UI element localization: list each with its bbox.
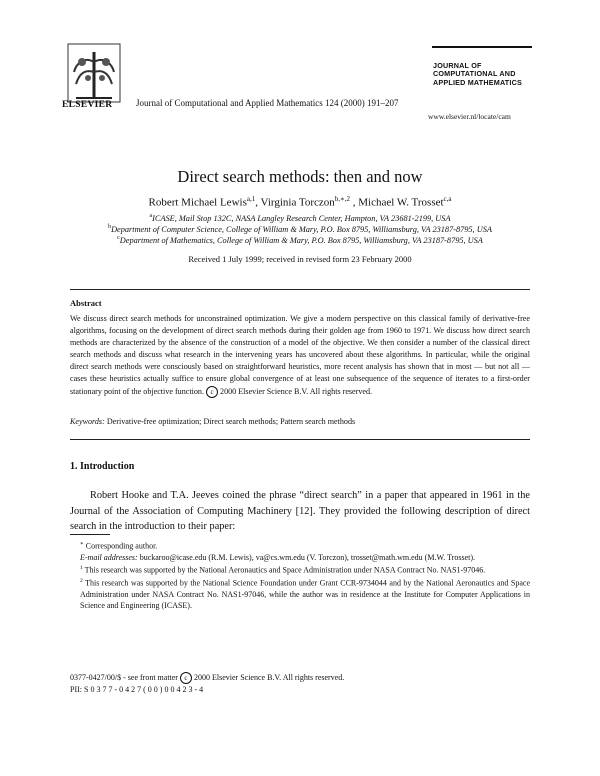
journal-title (433, 62, 522, 87)
author-name: Robert Michael Lewis (148, 196, 247, 209)
paper-title: Direct search methods: then and now (177, 167, 423, 186)
pii-line: PII: S 0 3 7 7 - 0 4 2 7 ( 0 0 ) 0 0 4 2 3 - 4 (70, 685, 204, 695)
author-affiliation-mark: a,1 (246, 195, 256, 203)
keywords-label: Keywords: (70, 417, 105, 426)
affiliation: $^a$ICASE, Mail Stop 132C, NASA Langley Research Center, Hampton, VA 23681-2199, USA (149, 213, 451, 223)
footnote-rule (70, 534, 110, 535)
abstract-heading: Abstract (70, 298, 102, 308)
footnote-1: $^1$ This research was supported by the National Aeronautics and Space Administration under NASA Contract No. NAS1-97046. (80, 565, 486, 575)
keywords (70, 417, 530, 426)
section-heading: 1. Introduction (70, 461, 135, 472)
author-name: Michael W. Trosset (358, 196, 444, 209)
journal-title-line: COMPUTATIONAL AND (433, 69, 516, 79)
affiliation: $^c$Department of Mathematics, College of William & Mary, P.O. Box 8795, Williamsburg, VA 23187-8795, USA (117, 235, 483, 245)
issn-line: 0377-0427/00/$ - see front matter c 2000 Elsevier Science B.V. All rights reserved. (70, 673, 345, 683)
abstract-bottom-rule (70, 439, 530, 440)
abstract-body: We discuss direct search methods for unconstrained optimization. We give a modern perspective on this classical family of derivative-free algorithms, focusing on the development of direct search methods during their golden age from 1960 to 1971. We discuss how direct search methods are characterized by the absence of the construction of a model of the objective. We then consider a number of the classical direct search methods and discuss what research in the intervening years has uncovered about these algorithms. In particular, while the original direct search methods were consciously based on straightforward heuristics, more recent analysis has shown that in most — but not all — cases these heuristics actually suffice to ensure global convergence of at least one subsequence of the sequence of iterates to a first-order stationary point of the objective function. c 2000 Elsevier Science B.V. All rights reserved. (70, 314, 530, 396)
abstract-top-rule (70, 289, 530, 290)
keywords-text: Derivative-free optimization; Direct search methods; Pattern search methods (106, 417, 356, 426)
copyright-icon: c (180, 672, 192, 684)
footnote-2: $^2$ This research was supported by the National Science Foundation under Grant CCR-9734044 and by the National Aeronautics and Space Administration under NASA Contract No. NAS1-97046, while the author was in residence at the Institute for Computer Applications in Science and Engineering (ICASE). (80, 577, 531, 610)
publisher-logo-label: ELSEVIER (62, 100, 113, 110)
received-dates: Received 1 July 1999; received in revised form 23 February 2000 (188, 254, 412, 264)
elsevier-tree-logo-icon (66, 42, 122, 108)
affiliation: $^b$Department of Computer Science, College of William & Mary, P.O. Box 8795, Williamsburg, VA 23187-8795, USA (108, 224, 492, 234)
journal-title-rule (432, 46, 532, 48)
author-list: Robert Michael Lewis$^{a,1}$, Virginia Torczon$^{b,∗,2}$ , Michael W. Trosset$^{c,a}$ (148, 195, 452, 209)
front-matter-footer (70, 672, 344, 696)
copyright-icon: c (206, 386, 218, 398)
footnotes (70, 539, 530, 611)
journal-citation: Journal of Computational and Applied Mathematics 124 (2000) 191–207 (136, 98, 399, 108)
footnote-corresponding: ∗ Corresponding author. (80, 541, 158, 551)
author-affiliation-mark: b,∗,2 (334, 195, 351, 203)
author-affiliation-mark: c,a (443, 195, 452, 203)
section-body: Robert Hooke and T.A. Jeeves coined the phrase “direct search” in a paper that appeared in 1961 in the Journal of the Association of Computing Machinery [12]. They provided the following description of direct search in the introduction to their paper: (70, 490, 530, 533)
journal-url-link[interactable]: www.elsevier.nl/locate/cam (428, 112, 511, 121)
journal-title-line: APPLIED MATHEMATICS (433, 77, 522, 87)
journal-title-line: JOURNAL OF (433, 61, 482, 70)
author-name: Virginia Torczon (260, 196, 335, 209)
footnote-email: E-mail addresses: buckaroo@icase.edu (R.M. Lewis), va@cs.wm.edu (V. Torczon), trosset@math.wm.edu (M.W. Trosset). (80, 552, 476, 562)
